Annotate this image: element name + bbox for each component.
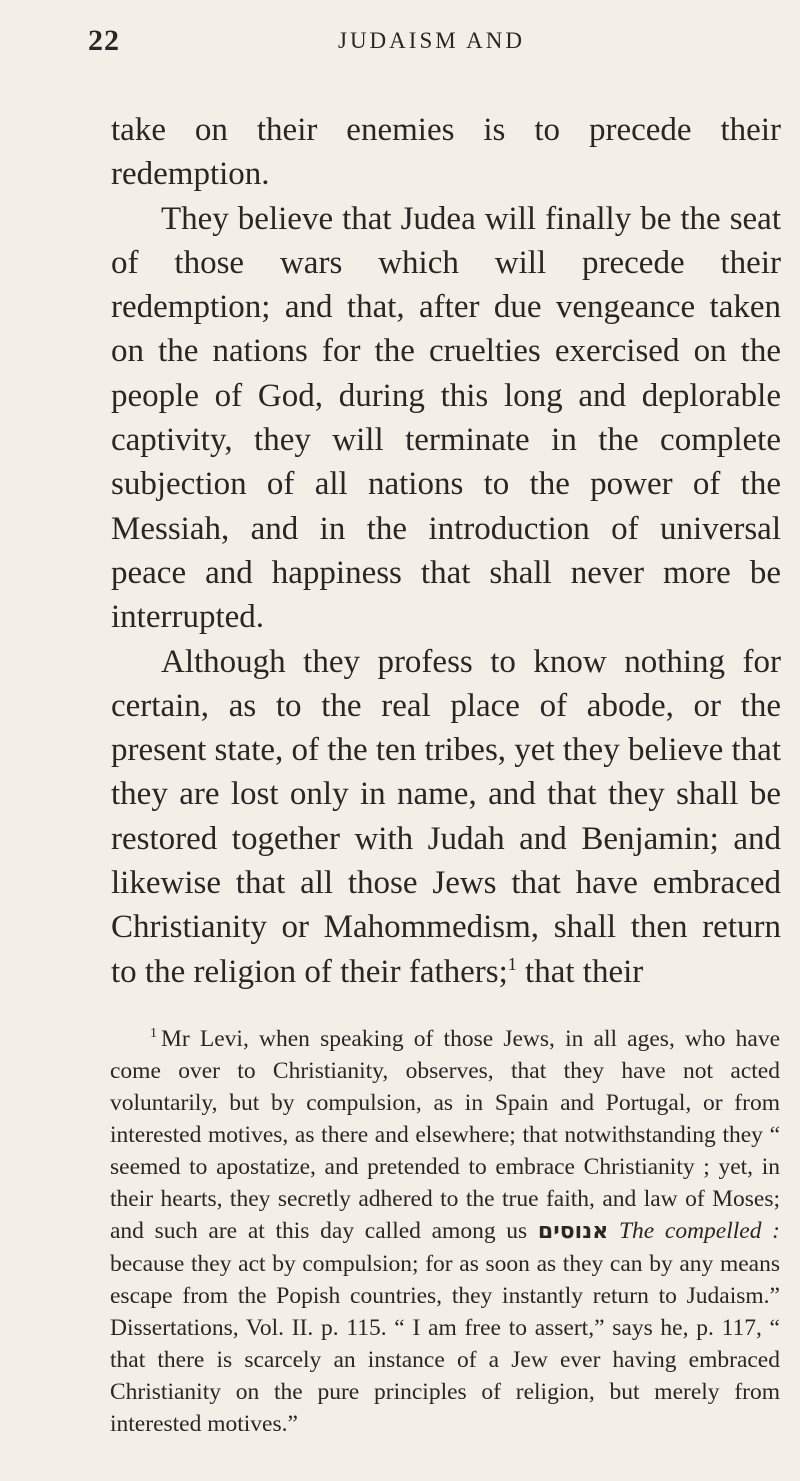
footnote-text-1: Mr Levi, when speaking of those Jews, in all ages, who have come over to Christianity, observes, that they have not acted voluntarily, but by compulsion, as in Spain and Portugal, or from interested motives, as there and elsewhere; that notwithstanding they “ seemed to apostatize, and pretended to embrace Christianity ; yet, in their hearts, they secretly adhered to the true faith, and law of Moses; and such are at this day called among us [110,1026,780,1244]
footnote-reference[interactable]: 1 [507,953,517,974]
hebrew-word: אנוסים [537,1219,609,1244]
main-text [111,108,781,994]
footnote-italic: The compelled : [618,1218,781,1244]
paragraph-3-end: that their [516,953,644,990]
footnote-mark: 1 [150,1026,157,1042]
page-number: 22 [88,24,120,57]
running-head: JUDAISM AND [338,28,525,53]
footnote-paragraph [110,1023,780,1440]
paragraph-3 [111,640,781,994]
paragraph-1: take on their enemies is to precede their redemption. [111,112,781,193]
footnote-text-2: because they act by compulsion; for as soon as they can by any means escape from the Popish countries, they instantly return to Judaism.” Dissertations, Vol. II. p. 115. “ I am free to assert,” says he, p. 117, “ that there is scarcely an instance of a Jew ever having embraced Christianity on the pure principles of religion, but merely from interested motives.” [110,1251,780,1437]
paragraph-2: They believe that Judea will finally be the seat of those wars which will precede their redemption; and that, after due vengeance taken on the nations for the cruelties exercised on the people of God, during this long and deplorable captivity, they will terminate in the complete subjection of all nations to the power of the Messiah, and in the introduction of universal peace and happiness that shall never more be interrupted. [111,200,781,636]
footnote [110,1023,780,1440]
paragraph-3-text: Although they profess to know nothing for certain, as to the real place of abode, or the present state, of the ten tribes, yet they believe that they are lost only in name, and that they shall be restored together with Judah and Benjamin; and likewise that all those Jews that have embraced Christianity or Mahommedism, shall then return to the religion of their fathers; [111,643,781,990]
page-header [88,24,748,64]
